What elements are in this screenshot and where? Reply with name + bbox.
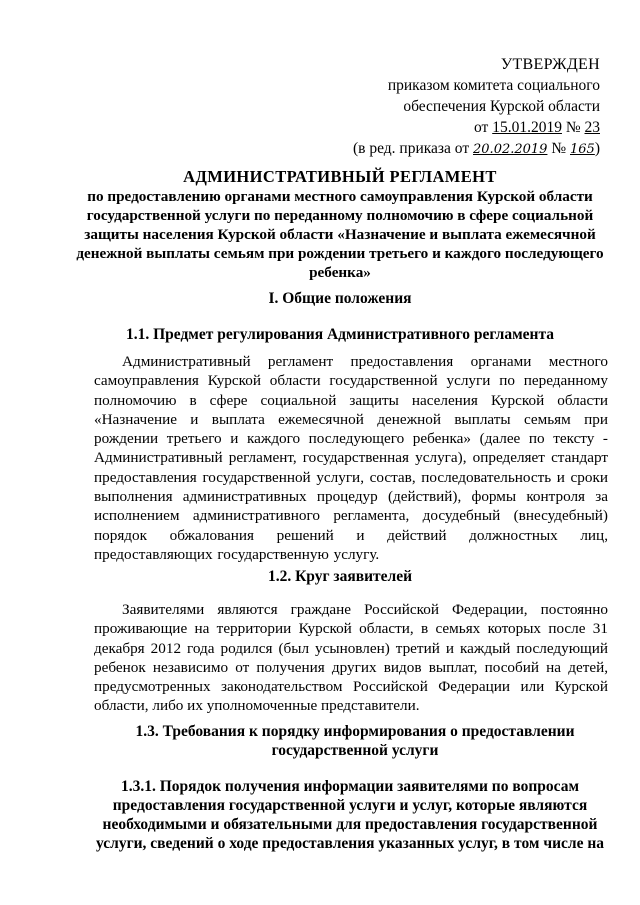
approval-stamp xyxy=(280,54,600,160)
approval-heading: УТВЕРЖДЕН xyxy=(500,56,600,73)
section-1-2-paragraph: Заявителями являются граждане Российской Федерации, постоянно проживающие на территории Курской области, в семьях которых после 31 декабря 2012 года родился (был усыновлен) третий и каждый последующий ребенок независимо от получения других видов выплат, пособий на детей, предусмотренных законодательством Российской Федерации или Курской области, либо их уполномоченные представители. xyxy=(94,601,608,715)
approval-date: 15.01.2019 xyxy=(492,119,562,136)
section-1-heading: I. Общие положения xyxy=(268,290,412,307)
approval-line-2: обеспечения Курской области xyxy=(403,98,600,115)
approval-number: 23 xyxy=(584,119,600,136)
amendment-line xyxy=(280,138,600,160)
section-1-3-heading: 1.3. Требования к порядку информирования о предоставлении государственной услуги xyxy=(135,723,575,759)
document-title: АДМИНИСТРАТИВНЫЙ РЕГЛАМЕНТ xyxy=(183,167,497,186)
amendment-suffix: ) xyxy=(594,140,600,157)
amendment-prefix: (в ред. приказа от xyxy=(353,140,474,157)
document-subtitle: по предоставлению органами местного самоуправления Курской области государственной услуги по переданному полномочию в сфере социальной защиты населения Курской области «Назначение и выплата ежемесячной денежной выплаты семьям при рождении третьего и каждого последующего ребенка» xyxy=(76,188,604,281)
amendment-number-prefix: № xyxy=(547,140,570,157)
section-1-3-1-heading: 1.3.1. Порядок получения информации заявителями по вопросам предоставления государственной услуги и услуг, которые являются необходимыми и обязательными для предоставления государственной услуги, сведений о ходе предоставления указанных услуг, в том числе на xyxy=(95,778,605,852)
section-1-2-heading: 1.2. Круг заявителей xyxy=(267,568,413,585)
approval-line-1: приказом комитета социального xyxy=(387,77,600,94)
document-title-block xyxy=(60,167,620,282)
amendment-date: 20.02.2019 xyxy=(473,142,548,157)
approval-date-prefix: от xyxy=(474,119,493,136)
approval-order-line xyxy=(280,117,600,138)
section-1-1-paragraph: Административный регламент предоставления органами местного самоуправления Курской области государственной услуги по переданному полномочию в сфере социальной защиты населения Курской области «Назначение и выплата ежемесячной денежной выплаты семьям при рождении третьего и каждого последующего ребенка» (далее по тексту - Административный регламент, государственная услуга), определяет стандарт предоставления государственной услуги, состав, последовательность и сроки выполнения административных процедур (действий), формы контроля за исполнением административного регламента, досудебный (внесудебный) порядок обжалования решений и действий должностных лиц, предоставляющих государственную услугу. xyxy=(94,353,608,563)
approval-number-prefix: № xyxy=(561,119,585,136)
section-1-1-heading: 1.1. Предмет регулирования Административного регламента xyxy=(125,326,555,343)
amendment-number: 165 xyxy=(570,142,595,157)
